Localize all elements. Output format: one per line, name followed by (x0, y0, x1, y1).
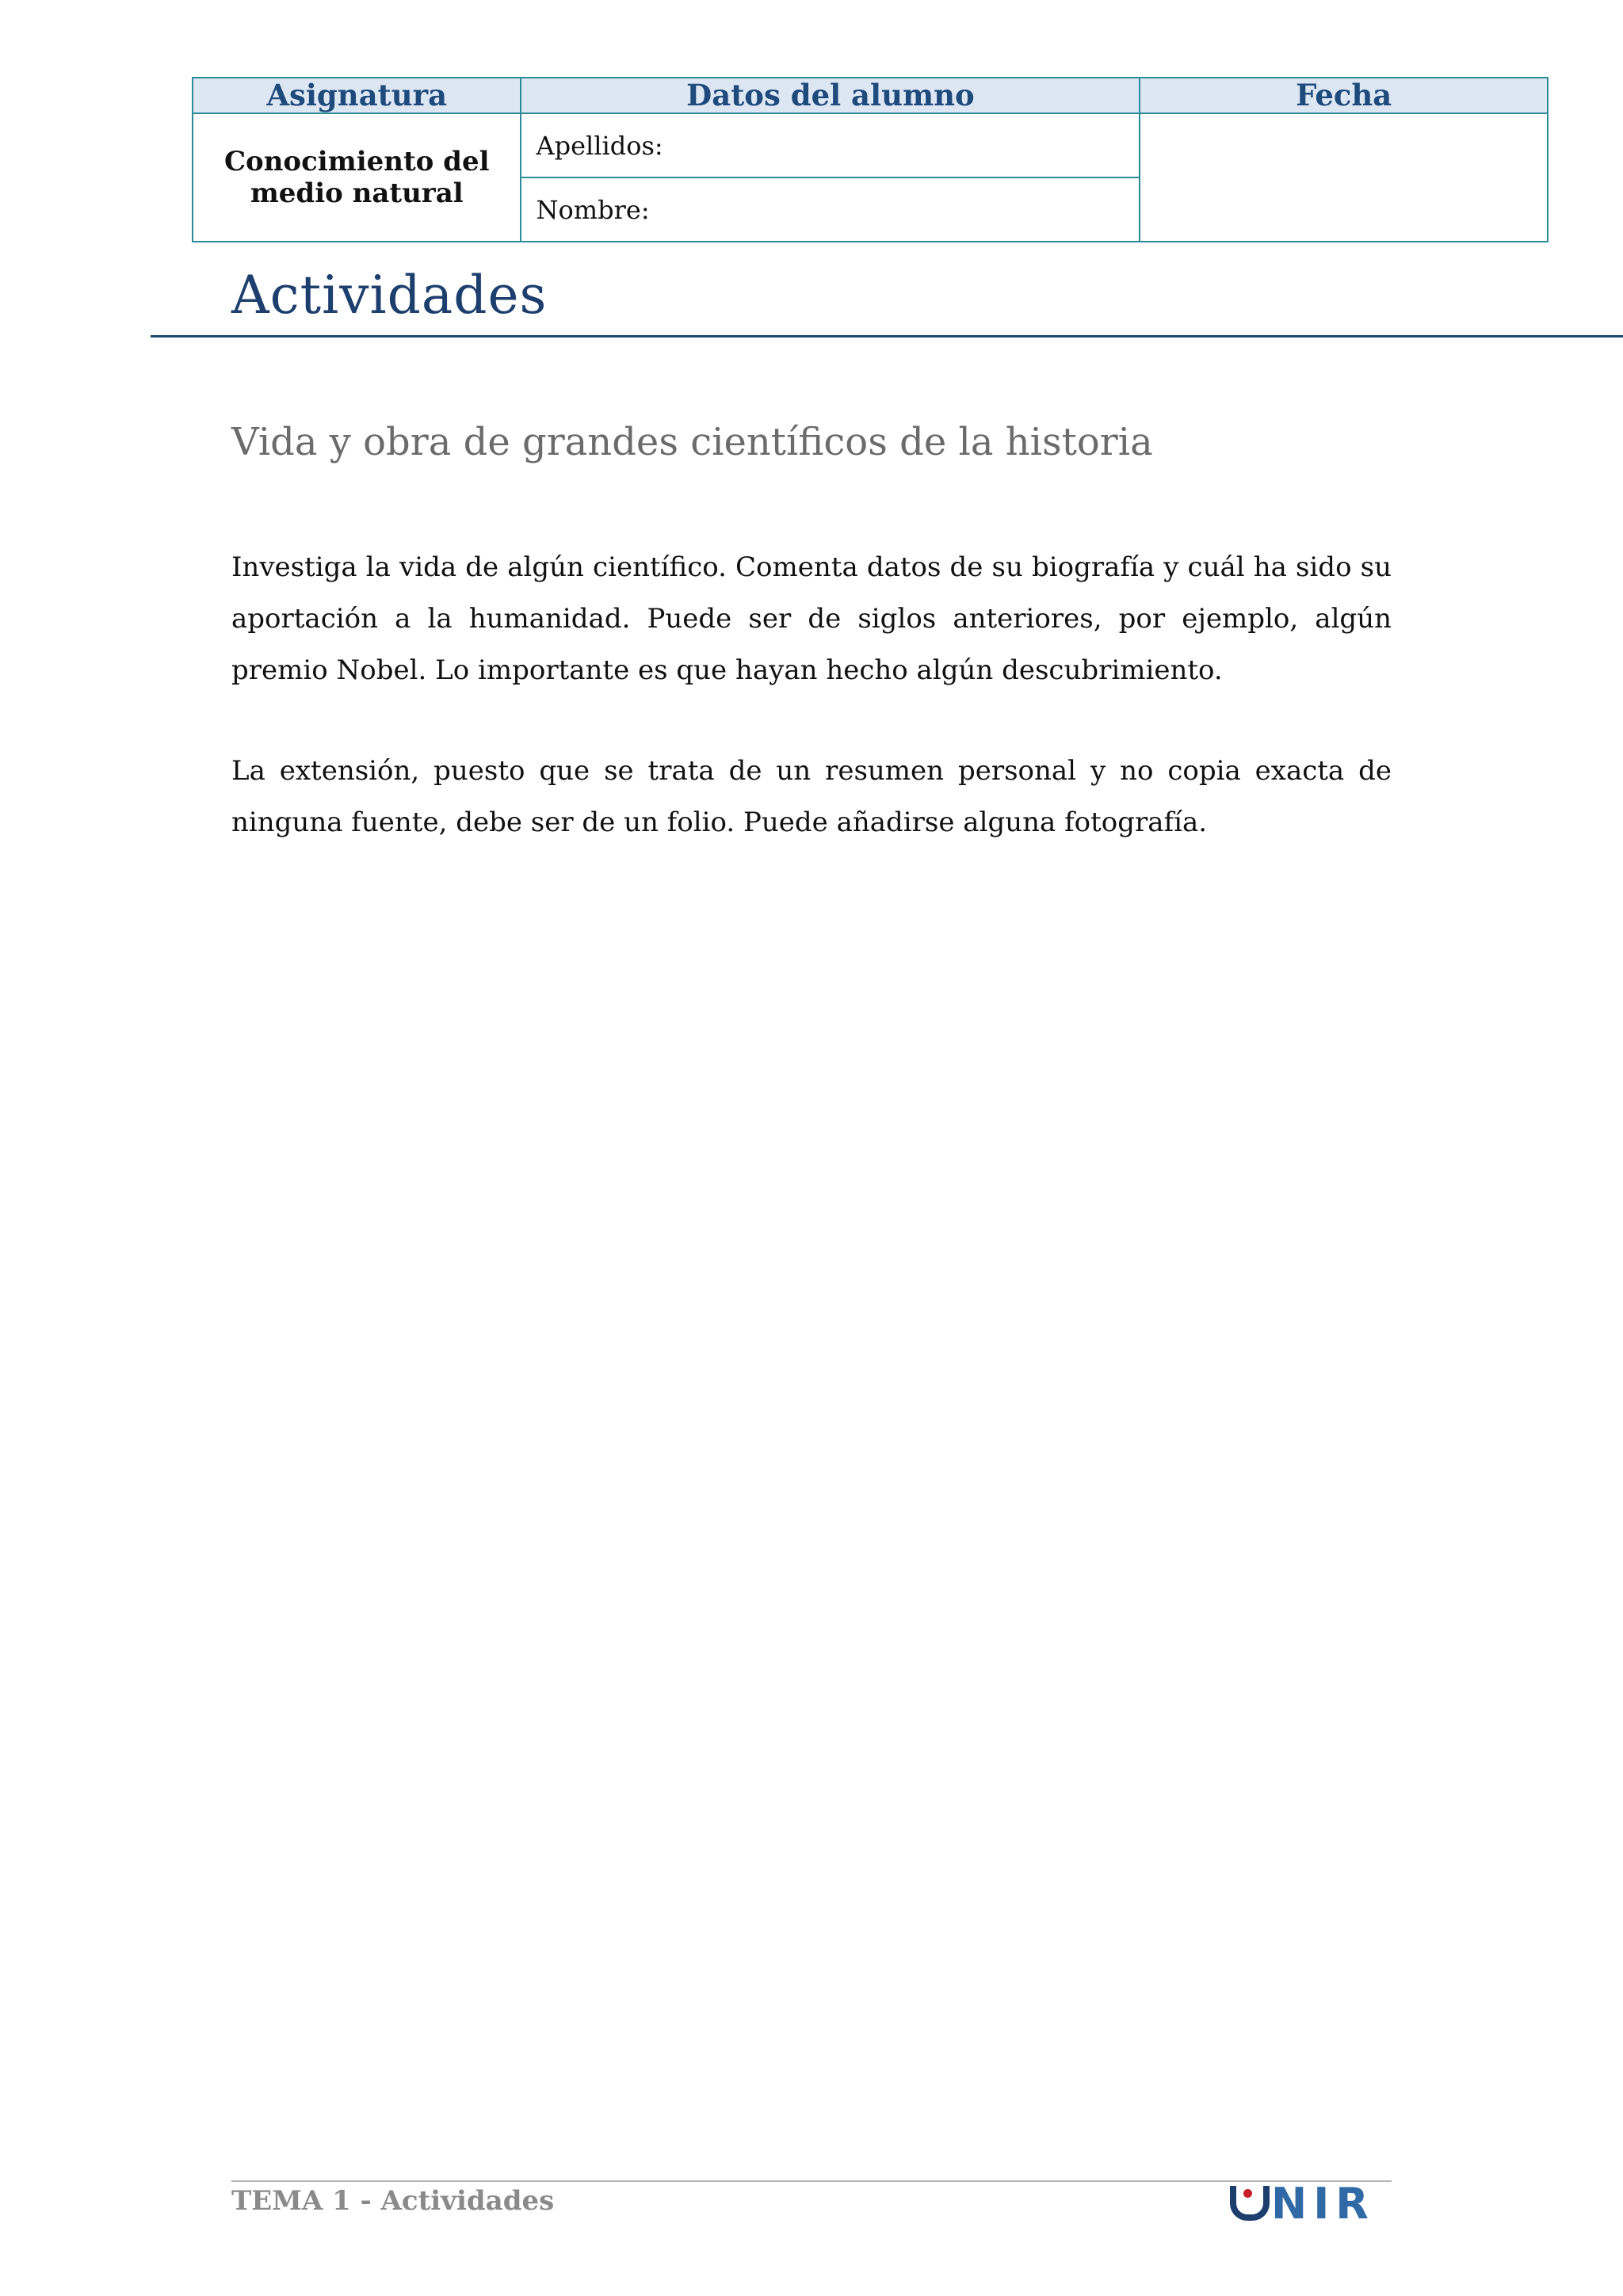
section-subtitle: Vida y obra de grandes científicos de la historia (231, 420, 1153, 464)
header-row (193, 78, 1548, 113)
date-field[interactable] (1140, 113, 1548, 242)
header-table (192, 77, 1549, 242)
extension-paragraph: La extensión, puesto que se trata de un resumen personal y no copia exacta de ninguna fuente, debe ser de un folio. Puede añadirse alguna fotografía. (231, 755, 1392, 838)
logo-text: NIR (1271, 2179, 1375, 2229)
subject-cell (193, 113, 521, 242)
footer-divider (231, 2180, 1392, 2182)
footer-label: TEMA 1 - Actividades (231, 2185, 555, 2217)
date-column-header: Fecha (1140, 78, 1548, 113)
title-divider (151, 335, 1623, 338)
subject-column-header: Asignatura (193, 78, 521, 113)
unir-logo (1230, 2180, 1375, 2228)
instructions-paragraph: Investiga la vida de algún científico. Comenta datos de su biografía y cuál ha sido su aportación a la humanidad. Puede ser de siglos anteriores, por ejemplo, algún premio Nobel. Lo importante es que hayan hecho algún descubrimiento. (231, 551, 1392, 686)
page-title: Actividades (231, 265, 548, 326)
logo-u-mark-icon (1230, 2186, 1265, 2222)
table-row (193, 113, 1548, 177)
student-data-column-header: Datos del alumno (521, 78, 1140, 113)
name-field[interactable]: Nombre: (521, 177, 1140, 242)
subject-name-line1: Conocimiento del (223, 146, 490, 177)
subject-name-line2: medio natural (250, 177, 464, 209)
surname-field[interactable]: Apellidos: (521, 113, 1140, 177)
